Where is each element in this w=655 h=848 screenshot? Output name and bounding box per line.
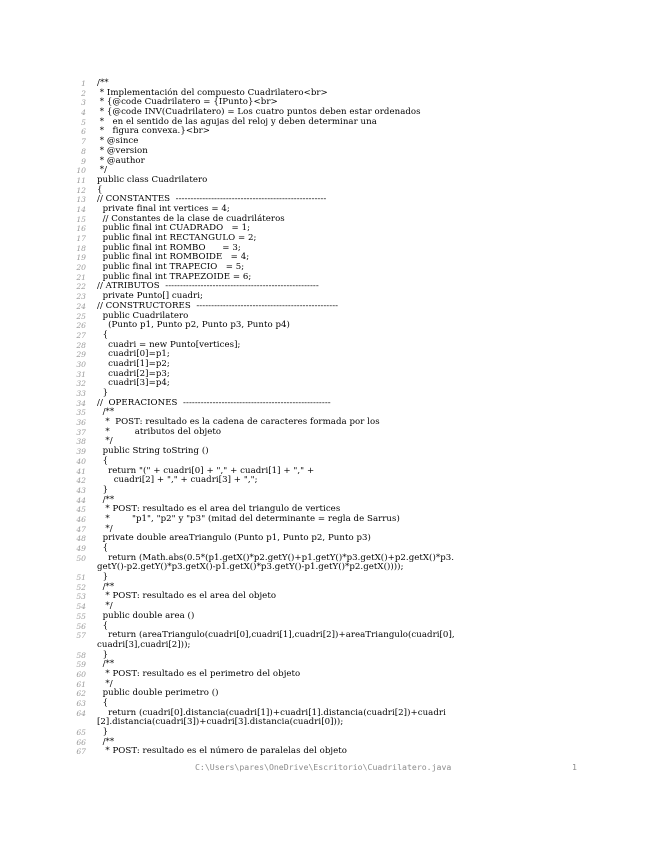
line-number: 12 [76, 185, 86, 195]
line-number: 61 [76, 679, 86, 689]
line-number: 29 [76, 350, 86, 360]
code-text: public String toString () [97, 446, 209, 457]
code-text: { [97, 543, 109, 553]
code-text: } [97, 727, 109, 738]
code-text: public Cuadrilatero [97, 310, 189, 321]
line-number: 31 [76, 369, 86, 379]
code-text: cuadri = new Punto[vertices]; [97, 339, 241, 350]
code-text: * @author [97, 155, 145, 166]
line-number: 46 [76, 514, 86, 524]
code-text: return (Math.abs(0.5*(p1.getX()*p2.getY()+p1.getY()*p3.getX()+p2.getX()*p3. [97, 552, 455, 563]
line-number: 47 [76, 524, 86, 534]
code-text: // Constantes de la clase de cuadriláteros [97, 213, 285, 224]
code-text: public final int ROMBO = 3; [97, 242, 241, 253]
line-number: 26 [76, 321, 86, 331]
line-number: 51 [76, 573, 86, 583]
code-text: public final int TRAPECIO = 5; [97, 262, 245, 273]
line-number: 6 [81, 127, 86, 137]
line-number: 62 [76, 689, 86, 699]
code-text: /** [97, 78, 109, 88]
line-number: 20 [76, 263, 86, 273]
line-number: 3 [81, 98, 86, 108]
code-text: cuadri[1]=p2; [97, 358, 170, 369]
code-text: * {@code Cuadrilatero = {IPunto}<br> [97, 97, 278, 108]
line-number: 37 [76, 427, 86, 437]
line-number: 17 [76, 234, 86, 243]
code-text: /** [97, 659, 115, 670]
line-number: 21 [76, 272, 86, 282]
line-number: 11 [76, 175, 86, 185]
line-number: 30 [76, 359, 86, 369]
line-number: 10 [76, 166, 86, 176]
code-text: * @version [97, 145, 148, 156]
code-text: { [97, 329, 109, 340]
line-number: 50 [76, 553, 86, 563]
line-number: 45 [76, 505, 86, 515]
line-number: 13 [76, 195, 86, 205]
page-footer [0, 762, 655, 774]
code-text: public double perimetro () [97, 688, 219, 699]
line-number: 28 [76, 340, 86, 350]
line-number: 25 [76, 311, 86, 321]
code-text: */ [97, 523, 113, 534]
code-text: public final int CUADRADO = 1; [97, 223, 251, 234]
line-number: 54 [76, 602, 86, 612]
code-text: (Punto p1, Punto p2, Punto p3, Punto p4) [97, 320, 290, 331]
line-number: 63 [76, 699, 86, 708]
line-number: 58 [76, 650, 86, 660]
line-number: 33 [76, 389, 86, 398]
line-number: 1 [81, 79, 86, 88]
code-text: * POST: resultado es el perimetro del objeto [97, 668, 301, 679]
line-number: 39 [76, 447, 86, 457]
code-text: * POST: resultado es el area del triangulo de vertices [97, 504, 341, 515]
code-text: */ [97, 601, 113, 612]
line-number: 15 [76, 214, 86, 224]
code-text: public double area () [97, 610, 195, 621]
code-text: /** [97, 581, 115, 592]
code-text: } [97, 572, 109, 583]
line-number: 27 [76, 330, 86, 340]
code-text: } [97, 388, 109, 398]
file-path: C:\Users\pares\OneDrive\Escritorio\Cuadrilatero.java [195, 762, 452, 772]
code-text: private Punto[] cuadri; [97, 291, 203, 302]
code-text: { [97, 184, 103, 195]
code-text: /** [97, 494, 115, 505]
line-number: 55 [76, 611, 86, 621]
code-text: return (areaTriangulo(cuadri[0],cuadri[1],cuadri[2])+areaTriangulo(cuadri[0], [97, 630, 455, 641]
code-text: // CONSTRUCTORES ------------------------------------------------ [97, 300, 339, 311]
code-text: } [97, 484, 109, 495]
line-number: 7 [81, 137, 86, 147]
line-number: 60 [76, 669, 86, 679]
code-text: public final int ROMBOIDE = 4; [97, 252, 250, 263]
line-number: 22 [76, 282, 86, 292]
line-number: 2 [81, 88, 86, 98]
line-number: 52 [76, 582, 86, 592]
line-number: 48 [76, 534, 86, 544]
code-text: cuadri[2] + "," + cuadri[3] + ","; [97, 475, 258, 486]
line-number: 4 [81, 108, 86, 118]
line-number: 65 [76, 728, 86, 738]
code-line [0, 747, 655, 757]
line-number: 36 [76, 418, 86, 428]
line-number: 41 [76, 466, 86, 476]
code-text: [2].distancia(cuadri[3])+cuadri[3].distancia(cuadri[0])); [97, 717, 344, 728]
code-text: * POST: resultado es el area del objeto [97, 591, 277, 602]
code-text: * POST: resultado es la cadena de caracteres formada por los [97, 417, 380, 428]
line-number: 19 [76, 253, 86, 263]
code-text: cuadri[3]=p4; [97, 378, 170, 389]
code-text: * @since [97, 136, 139, 147]
code-text: { [97, 698, 109, 708]
code-text: // ATRIBUTOS ---------------------------------------------------- [97, 281, 319, 292]
code-text: * en el sentido de las agujas del reloj y deben determinar una [97, 116, 377, 127]
code-listing [0, 79, 655, 757]
code-text: */ [97, 436, 113, 447]
line-number: 67 [76, 747, 86, 757]
code-text: // OPERACIONES -------------------------------------------------- [97, 397, 331, 408]
line-number: 35 [76, 408, 86, 418]
code-text: * {@code INV(Cuadrilatero) = Los cuatro puntos deben estar ordenados [97, 107, 421, 118]
line-number: 57 [76, 631, 86, 641]
code-text: cuadri[0]=p1; [97, 349, 170, 360]
line-number: 43 [76, 485, 86, 495]
page-number: 1 [572, 762, 577, 772]
code-text: cuadri[3],cuadri[2])); [97, 639, 191, 650]
line-number: 24 [76, 301, 86, 311]
code-text: * atributos del objeto [97, 426, 222, 437]
line-number: 9 [81, 156, 86, 166]
code-text: /** [97, 407, 115, 418]
code-text: */ [97, 165, 108, 176]
code-text: * "p1", "p2" y "p3" (mitad del determinante = regla de Sarrus) [97, 513, 400, 524]
line-number: 44 [76, 495, 86, 505]
code-text: /** [97, 736, 115, 747]
line-number: 40 [76, 456, 86, 466]
line-number: 18 [76, 243, 86, 253]
code-text: return (cuadri[0].distancia(cuadri[1])+cuadri[1].distancia(cuadri[2])+cuadri [97, 707, 446, 718]
code-text: { [97, 455, 109, 466]
code-text: getY()-p2.getY()*p3.getX()-p1.getX()*p3.getY()-p1.getY()*p2.getX()))); [97, 562, 404, 573]
code-text: private double areaTriangulo (Punto p1, Punto p2, Punto p3) [97, 533, 371, 544]
line-number: 16 [76, 224, 86, 234]
code-text: public class Cuadrilatero [97, 174, 208, 185]
line-number: 5 [81, 117, 86, 127]
line-number: 56 [76, 621, 86, 631]
code-text: private final int vertices = 4; [97, 203, 230, 214]
code-text: public final int TRAPEZOIDE = 6; [97, 271, 252, 282]
line-number: 42 [76, 476, 86, 486]
line-number: 53 [76, 592, 86, 602]
line-number: 59 [76, 660, 86, 670]
line-number: 34 [76, 398, 86, 408]
code-text: */ [97, 678, 113, 689]
code-text: return "(" + cuadri[0] + "," + cuadri[1] + "," + [97, 465, 315, 476]
code-text: // CONSTANTES --------------------------------------------------- [97, 194, 327, 205]
line-number: 66 [76, 737, 86, 747]
line-number: 14 [76, 204, 86, 214]
line-number: 32 [76, 379, 86, 389]
line-number: 8 [81, 146, 86, 156]
code-text: * Implementación del compuesto Cuadrilatero<br> [97, 87, 328, 98]
code-text: { [97, 620, 109, 631]
code-text: * POST: resultado es el número de paralelas del objeto [97, 746, 347, 757]
code-text: cuadri[2]=p3; [97, 368, 170, 379]
line-number: 49 [76, 544, 86, 553]
code-text: * figura convexa.}<br> [97, 126, 211, 137]
line-number: 38 [76, 437, 86, 447]
line-number: 23 [76, 292, 86, 302]
code-text: public final int RECTANGULO = 2; [97, 233, 257, 243]
line-number: 64 [76, 708, 86, 718]
code-text: } [97, 649, 109, 660]
